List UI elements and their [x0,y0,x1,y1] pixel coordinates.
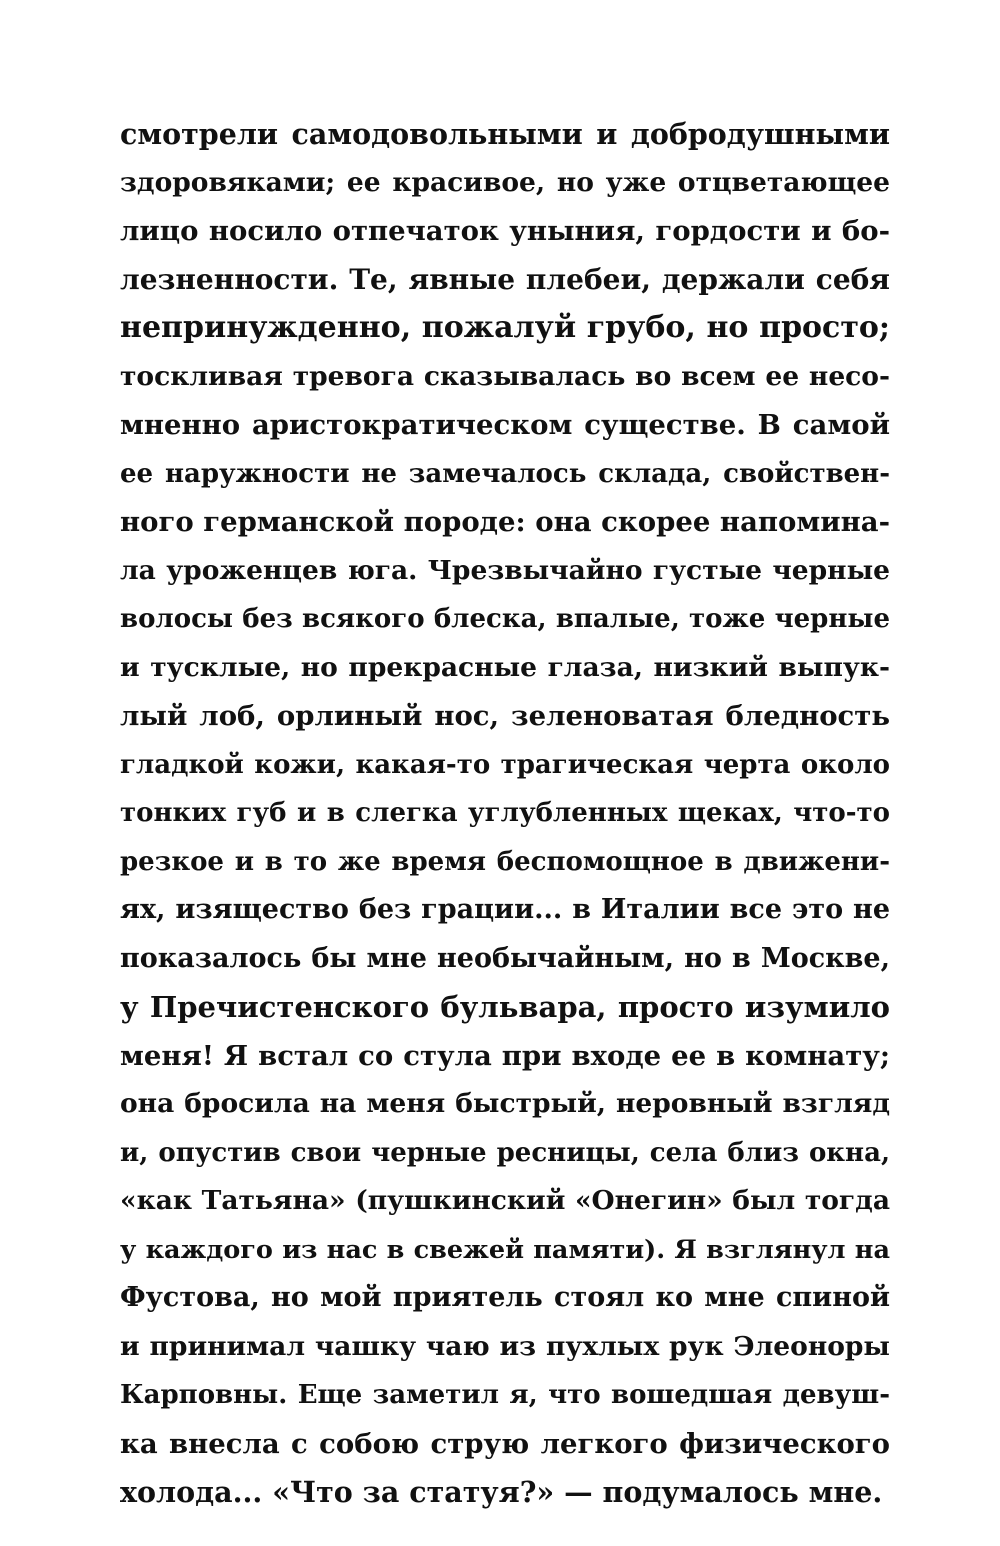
text-line: Фустова, но мой приятель стоял ко мне спиной [120,1282,890,1313]
text-line: смотрели самодовольными и добродушными [120,117,890,151]
text-line: непринужденно, пожалуй грубо, но просто; [120,310,890,345]
text-line: тонких губ и в слегка углубленных щеках, что-то [120,798,890,828]
text-line: «как Татьяна» (пушкинский «Онегин» был тогда [120,1185,890,1216]
text-line: показалось бы мне необычайным, но в Москве, [120,942,890,974]
text-line: лезненности. Те, явные плебеи, держали себя [120,262,890,296]
text-line: ее наружности не замечалось склада, свойствен- [120,458,890,489]
text-line: и тусклые, но прекрасные глаза, низкий выпук- [120,651,890,683]
text-line: гладкой кожи, какая-то трагическая черта около [120,749,890,780]
text-line: Карповны. Еще заметил я, что вошедшая девуш- [120,1380,890,1410]
text-line: у каждого из нас в свежей памяти). Я взглянул на [120,1234,890,1265]
text-line: у Пречистенского бульвара, просто изумило [120,990,890,1024]
text-line: мненно аристократическом существе. В самой [120,409,890,441]
text-line: здоровяками; ее красивое, но уже отцветающее [120,166,890,198]
text-line: ного германской породе: она скорее напомина- [120,506,890,538]
text-line: и принимал чашку чаю из пухлых рук Элеоноры [120,1330,890,1362]
text-line: меня! Я встал со стула при входе ее в комнату; [120,1039,890,1072]
text-line: тоскливая тревога сказывалась во всем ее несо- [120,360,890,392]
body-text [120,110,890,1517]
text-line: ла уроженцев юга. Чрезвычайно густые черные [120,554,890,586]
text-line: резкое и в то же время беспомощное в движени- [120,846,890,877]
text-line: и, опустив свои черные ресницы, села близ окна, [120,1137,890,1168]
text-line: ях, изящество без грации... в Италии все это не [120,894,890,925]
text-line: ка внесла с собою струю легкого физического [120,1427,890,1460]
text-line: лый лоб, орлиный нос, зеленоватая бледность [120,700,890,732]
text-line: она бросила на меня быстрый, неровный взгляд [120,1088,890,1119]
text-line: лицо носило отпечаток уныния, гордости и бо- [120,215,890,247]
text-line: волосы без всякого блеска, впалые, тоже черные [120,604,890,634]
text-line-last: холода... «Что за статуя?» — подумалось мне. [120,1475,883,1509]
